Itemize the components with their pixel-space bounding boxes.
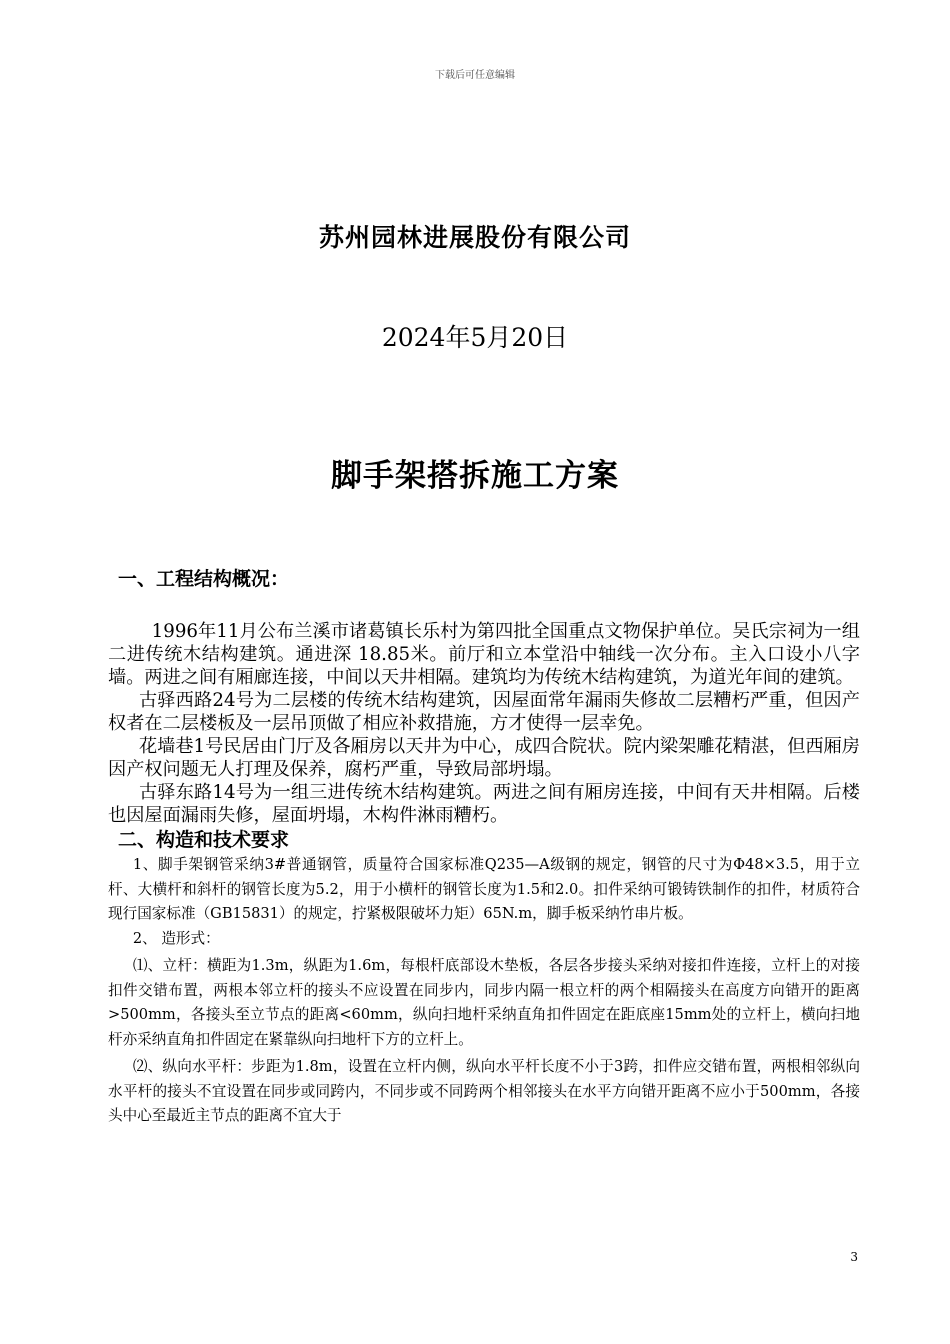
header-note: 下载后可任意编辑 xyxy=(435,70,515,81)
paragraph: 1996年11月公布兰溪市诸葛镇长乐村为第四批全国重点文物保护单位。吴氏宗祠为一组二进传统木结构建筑。通进深 18.85米。前厅和立本堂沿中轴线一次分布。主入口设小八字墙。两进之间有厢廊连接，中间以天井相隔。建筑均为传统木结构建筑，为道光年间的建筑。 xyxy=(108,621,860,688)
document-date: 2024年5月20日 xyxy=(381,323,569,352)
paragraph: 2、 造形式： xyxy=(132,929,220,947)
page-number: 3 xyxy=(850,1250,858,1264)
paragraph: 花墙巷1号民居由门厅及各厢房以天井为中心，成四合院状。院内梁架雕花精湛，但西厢房因产权问题无人打理及保养，腐朽严重，导致局部坍塌。 xyxy=(108,736,860,780)
paragraph: ⑴、立杆：横距为1.3m，纵距为1.6m，每根杆底部设木垫板，各层各步接头采纳对接扣件连接，立杆上的对接扣件交错布置，两根本邻立杆的接头不应设置在同步内，同步内隔一根立杆的两个相隔接头在高度方向错开的距离>500mm，各接头至立节点的距离<60mm，纵向扫地杆采纳直角扣件固定在距底座15mm处的立杆上，横向扫地杆亦采纳直角扣件固定在紧靠纵向扫地杆下方的立杆上。 xyxy=(108,957,860,1048)
paragraph: 古驿西路24号为二层楼的传统木结构建筑，因屋面常年漏雨失修故二层糟朽严重，但因产权者在二层楼板及一层吊顶做了相应补救措施，方才使得一层幸免。 xyxy=(108,690,860,734)
section-heading: 一、工程结构概况： xyxy=(118,568,290,590)
company-name: 苏州园林进展股份有限公司 xyxy=(318,223,631,252)
document-title: 脚手架搭拆施工方案 xyxy=(331,458,619,494)
section-heading: 二、构造和技术要求 xyxy=(118,829,290,851)
paragraph: ⑵、纵向水平杆：步距为1.8m，设置在立杆内侧，纵向水平杆长度不小于3跨，扣件应交错布置，两根相邻纵向水平杆的接头不宜设置在同步或同跨内，不同步或不同跨两个相邻接头在水平方向错开距离不应小于500mm，各接头中心至最近主节点的距离不宜大于 xyxy=(108,1058,860,1124)
paragraph: 古驿东路14号为一组三进传统木结构建筑。两进之间有厢房连接，中间有天井相隔。后楼也因屋面漏雨失修，屋面坍塌，木构件淋雨糟朽。 xyxy=(108,782,860,826)
document-body xyxy=(108,560,860,1129)
paragraph: 1、脚手架钢管采纳3#普通钢管，质量符合国家标准Q235—A级钢的规定，钢管的尺寸为Φ48×3.5，用于立杆、大横杆和斜杆的钢管长度为5.2，用于小横杆的钢管长度为1.5和2.0。扣件采纳可锻铸铁制作的扣件，材质符合现行国家标准（GB15831）的规定，拧紧极限破坏力矩）65N.m，脚手板采纳竹串片板。 xyxy=(108,856,860,922)
